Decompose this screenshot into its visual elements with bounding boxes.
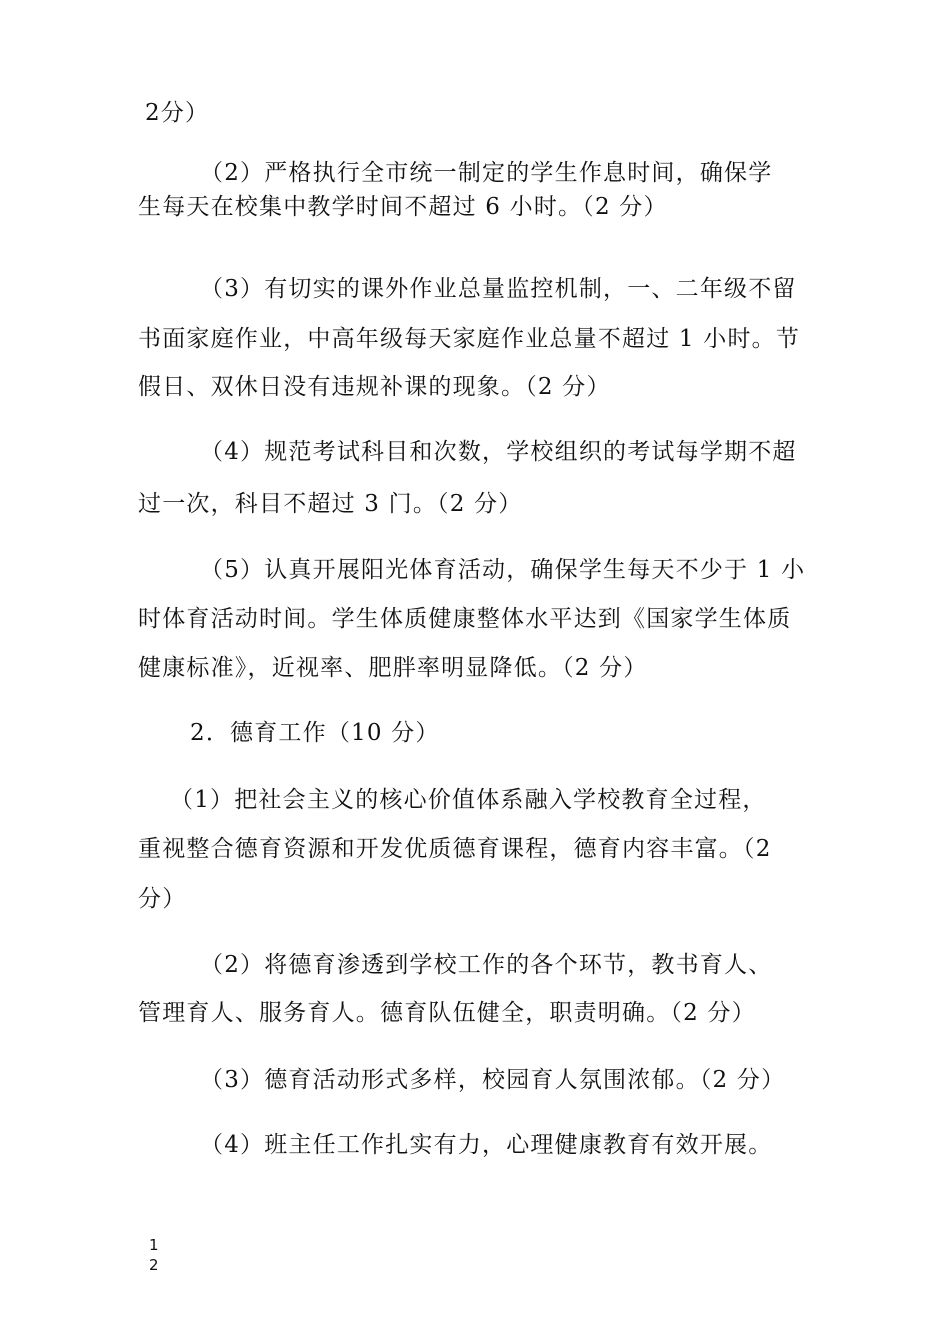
- text-line-17: 管理育人、服务育人。德育队伍健全，职责明确。（2 分）: [138, 1000, 756, 1026]
- text-line-15: 分）: [138, 886, 187, 912]
- text-line-19: （4）班主任工作扎实有力，心理健康教育有效开展。: [200, 1132, 773, 1158]
- text-line-1: 2分）: [145, 100, 210, 126]
- text-line-16: （2）将德育渗透到学校工作的各个环节，教书育人、: [200, 952, 773, 978]
- text-line-2: （2）严格执行全市统一制定的学生作息时间，确保学: [200, 160, 773, 186]
- text-line-10: 时体育活动时间。学生体质健康整体水平达到《国家学生体质: [138, 606, 792, 632]
- text-line-18: （3）德育活动形式多样，校园育人氛围浓郁。（2 分）: [200, 1067, 786, 1093]
- text-line-9: （5）认真开展阳光体育活动，确保学生每天不少于 1 小: [200, 557, 806, 583]
- text-line-11: 健康标准》，近视率、肥胖率明显降低。（2 分）: [138, 655, 648, 681]
- text-line-3: 生每天在校集中教学时间不超过 6 小时。（2 分）: [138, 194, 668, 220]
- text-line-8: 过一次，科目不超过 3 门。（2 分）: [138, 491, 523, 517]
- text-line-4: （3）有切实的课外作业总量监控机制，一、二年级不留: [200, 276, 797, 302]
- page-number-top: 1: [149, 1236, 159, 1254]
- text-line-6: 假日、双休日没有违规补课的现象。（2 分）: [138, 374, 611, 400]
- page-number-bottom: 2: [149, 1256, 159, 1274]
- text-line-7: （4）规范考试科目和次数，学校组织的考试每学期不超: [200, 439, 797, 465]
- section-heading: 2．德育工作（10 分）: [190, 720, 440, 746]
- text-line-5: 书面家庭作业，中高年级每天家庭作业总量不超过 1 小时。节: [138, 326, 801, 352]
- text-line-14: 重视整合德育资源和开发优质德育课程，德育内容丰富。（2: [138, 836, 772, 862]
- text-line-13: （1）把社会主义的核心价值体系融入学校教育全过程，: [170, 787, 767, 813]
